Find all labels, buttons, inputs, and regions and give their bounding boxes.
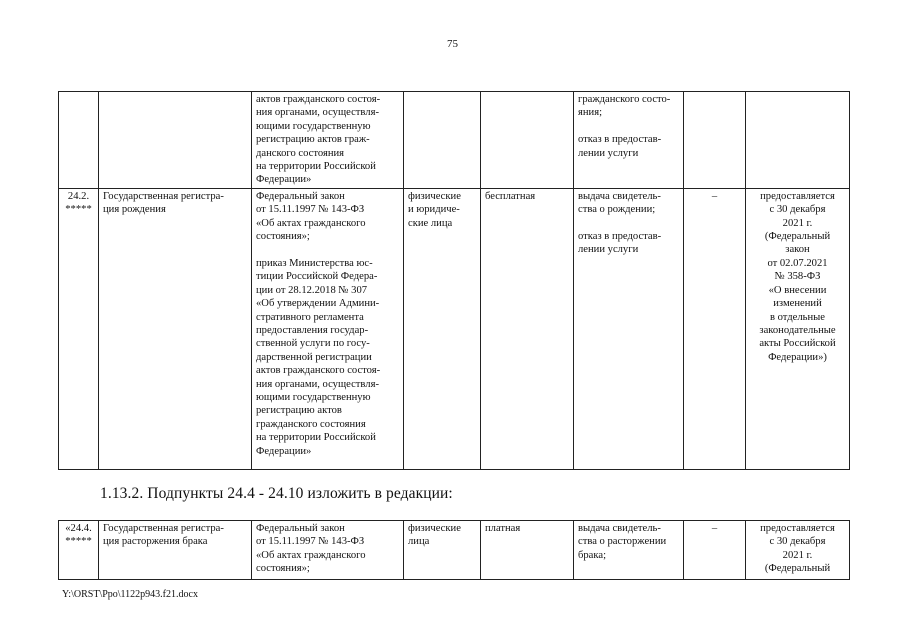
table-row bbox=[59, 188, 850, 469]
dash-cell bbox=[684, 92, 746, 189]
row-number: «24.4. ***** bbox=[59, 521, 99, 580]
applicants: физические лица bbox=[404, 521, 481, 580]
services-table-top bbox=[58, 91, 850, 470]
result: выдача свидетель- ства о рождении; отказ в предостав- лении услуги bbox=[574, 188, 684, 469]
fee bbox=[481, 92, 574, 189]
result: гражданского состо- яния; отказ в предостав- лении услуги bbox=[574, 92, 684, 189]
row-number bbox=[59, 92, 99, 189]
legal-basis: Федеральный закон от 15.11.1997 № 143-ФЗ «Об актах гражданского состояния»; приказ Министерства юс- тиции Российской Федера- ции от 28.12.2018 № 307 «Об утверждении Админи- стративного регламента предоставления государ- ственной услуги по госу- дарственной регистрации актов гражданского состоя- ния органами, осуществля- ющими государственную регистрацию актов гражданского состояния на территории Российской Федерации» bbox=[252, 188, 404, 469]
result: выдача свидетель- ства о расторжении брака; bbox=[574, 521, 684, 580]
table-row bbox=[59, 521, 850, 580]
legal-basis: Федеральный закон от 15.11.1997 № 143-ФЗ «Об актах гражданского состояния»; bbox=[252, 521, 404, 580]
dash-cell: – bbox=[684, 521, 746, 580]
service-name: Государственная регистра- ция расторжения брака bbox=[99, 521, 252, 580]
services-table-bottom bbox=[58, 520, 850, 580]
file-path-footer: Y:\ORST\Ppo\1122p943.f21.docx bbox=[62, 589, 198, 600]
service-name: Государственная регистра- ция рождения bbox=[99, 188, 252, 469]
table-row bbox=[59, 92, 850, 189]
service-name bbox=[99, 92, 252, 189]
fee: платная bbox=[481, 521, 574, 580]
note: предоставляется с 30 декабря 2021 г. (Федеральный bbox=[746, 521, 850, 580]
dash-cell: – bbox=[684, 188, 746, 469]
note bbox=[746, 92, 850, 189]
page-number: 75 bbox=[447, 38, 458, 50]
legal-basis: актов гражданского состоя- ния органами, осуществля- ющими государственную регистрацию актов граж- данского состояния на территории Российской Федерации» bbox=[252, 92, 404, 189]
note: предоставляется с 30 декабря 2021 г. (Федеральный закон от 02.07.2021 № 358-ФЗ «О внесении изменений в отдельные законодательные акты Российской Федерации») bbox=[746, 188, 850, 469]
row-number: 24.2. ***** bbox=[59, 188, 99, 469]
applicants bbox=[404, 92, 481, 189]
applicants: физические и юридиче- ские лица bbox=[404, 188, 481, 469]
section-heading: 1.13.2. Подпункты 24.4 - 24.10 изложить в редакции: bbox=[100, 485, 453, 502]
fee: бесплатная bbox=[481, 188, 574, 469]
